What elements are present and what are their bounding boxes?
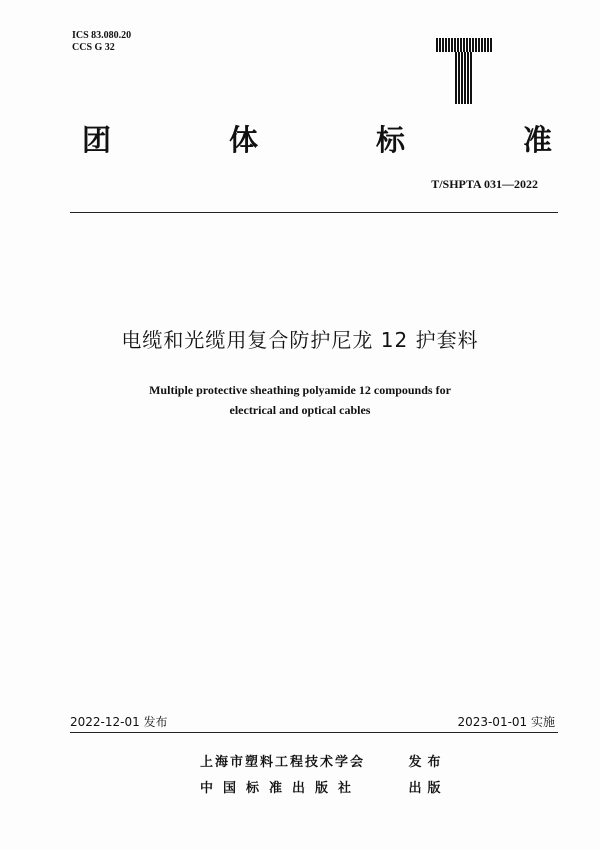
t-logo [436,38,492,104]
implementation-date: 2023-01-01 实施 [457,715,555,729]
t-logo-stem [455,52,473,104]
t-logo-crossbar [436,38,492,52]
english-title [80,380,520,420]
ccs-code: CCS G 32 [72,42,115,53]
publisher-organization: 上海市塑料工程技术学会 [200,755,366,770]
issue-date: 2022-12-01 发布 [70,715,168,729]
chinese-title: 电缆和光缆用复合防护尼龙 12 护套料 [121,328,479,352]
category-char: 团 [82,123,112,157]
category-char: 体 [228,123,258,157]
publisher-row [200,777,447,796]
standard-number: T/SHPTA 031—2022 [431,177,538,191]
publisher-row [200,751,447,770]
ics-code: ICS 83.080.20 [72,30,132,41]
english-title-line: electrical and optical cables [229,403,371,417]
publisher-action: 出版 [408,781,447,796]
publisher-organization: 中国标准出版社 [200,781,362,796]
category-char: 标 [375,123,405,157]
category-char: 准 [522,123,552,157]
header-divider [70,212,558,213]
footer-divider [70,732,558,733]
english-title-line: Multiple protective sheathing polyamide 12 compounds for [149,383,451,397]
publisher-action: 发布 [408,755,447,770]
standard-category [82,118,552,158]
